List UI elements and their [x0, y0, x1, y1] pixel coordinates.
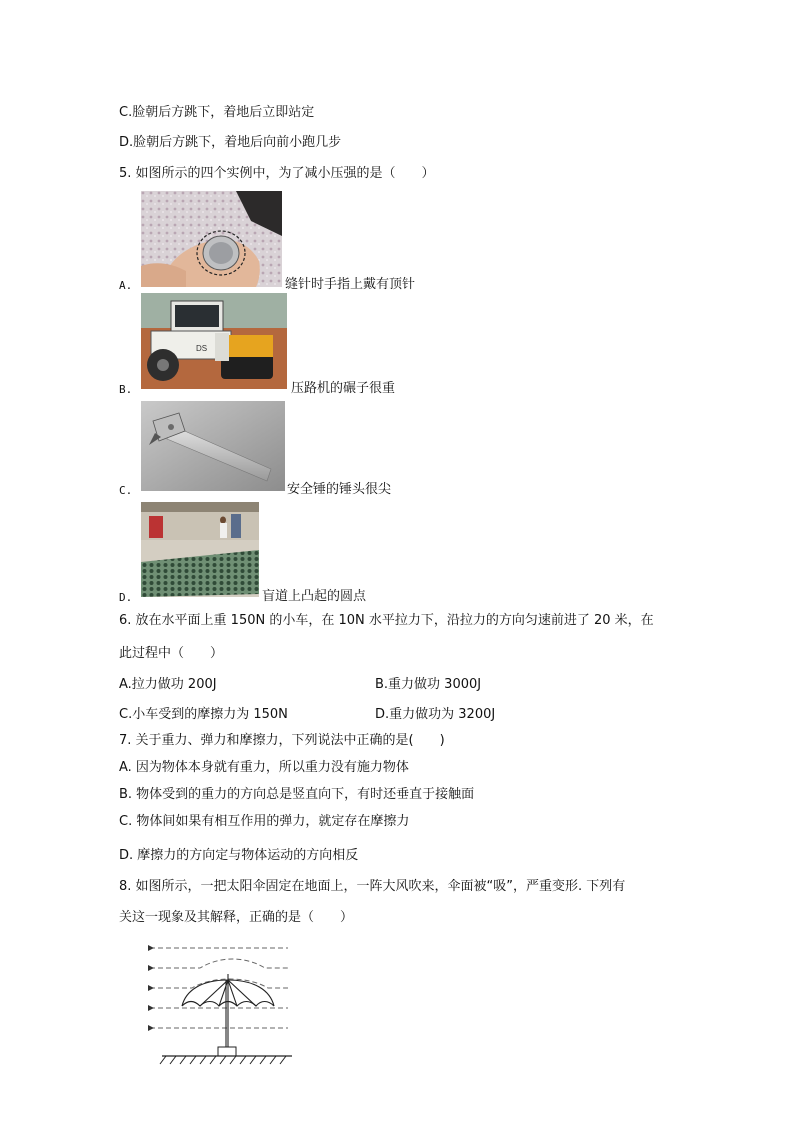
q6-option-b: B.重力做功 3000J: [375, 677, 482, 692]
q5-option-c-caption: 安全锤的锤头很尖: [287, 482, 392, 497]
q4-option-d: D.脸朝后方跳下，着地后向前小跑几步: [119, 135, 342, 150]
q5-option-b-letter: B.: [119, 383, 133, 396]
q8-stem-line2: 关这一现象及其解释，正确的是（ ）: [119, 910, 354, 925]
q7-option-d: D. 摩擦力的方向定与物体运动的方向相反: [119, 848, 359, 863]
q5-option-a-caption: 缝针时手指上戴有顶针: [285, 277, 416, 292]
q5-option-b-caption: 压路机的碾子很重: [291, 381, 396, 396]
q7-option-a: A. 因为物体本身就有重力，所以重力没有施力物体: [119, 760, 409, 775]
tactile-paving-photo: [141, 502, 259, 597]
q7-option-c: C. 物体间如果有相互作用的弹力，就定存在摩擦力: [119, 814, 410, 829]
q6-stem-line1: 6. 放在水平面上重 150N 的小车，在 10N 水平拉力下，沿拉力的方向匀速前进了 20 米，在: [119, 613, 654, 628]
q5-option-d-caption: 盲道上凸起的圆点: [262, 589, 367, 604]
q7-stem: 7. 关于重力、弹力和摩擦力，下列说法中正确的是( ): [119, 733, 445, 748]
q6-option-c: C.小车受到的摩擦力为 150N: [119, 707, 288, 722]
q7-option-b: B. 物体受到的重力的方向总是竖直向下，有时还垂直于接触面: [119, 787, 475, 802]
q4-option-c: C.脸朝后方跳下，着地后立即站定: [119, 105, 315, 120]
q6-option-a: A.拉力做功 200J: [119, 677, 217, 692]
q5-option-a-letter: A.: [119, 279, 133, 292]
umbrella-wind-diagram: [130, 938, 300, 1073]
svg-text:DS: DS: [196, 344, 208, 353]
road-roller-photo: [141, 293, 287, 389]
thimble-photo: [141, 191, 282, 287]
q5-option-c-letter: C.: [119, 484, 133, 497]
q6-option-d: D.重力做功为 3200J: [375, 707, 496, 722]
q5-stem: 5. 如图所示的四个实例中，为了减小压强的是（ ）: [119, 166, 435, 181]
q5-option-d-letter: D.: [119, 591, 133, 604]
q6-stem-line2: 此过程中（ ）: [119, 646, 224, 661]
q8-stem-line1: 8. 如图所示，一把太阳伞固定在地面上，一阵大风吹来，伞面被“吸”，严重变形. 下列有: [119, 879, 626, 894]
safety-hammer-photo: [141, 401, 285, 491]
